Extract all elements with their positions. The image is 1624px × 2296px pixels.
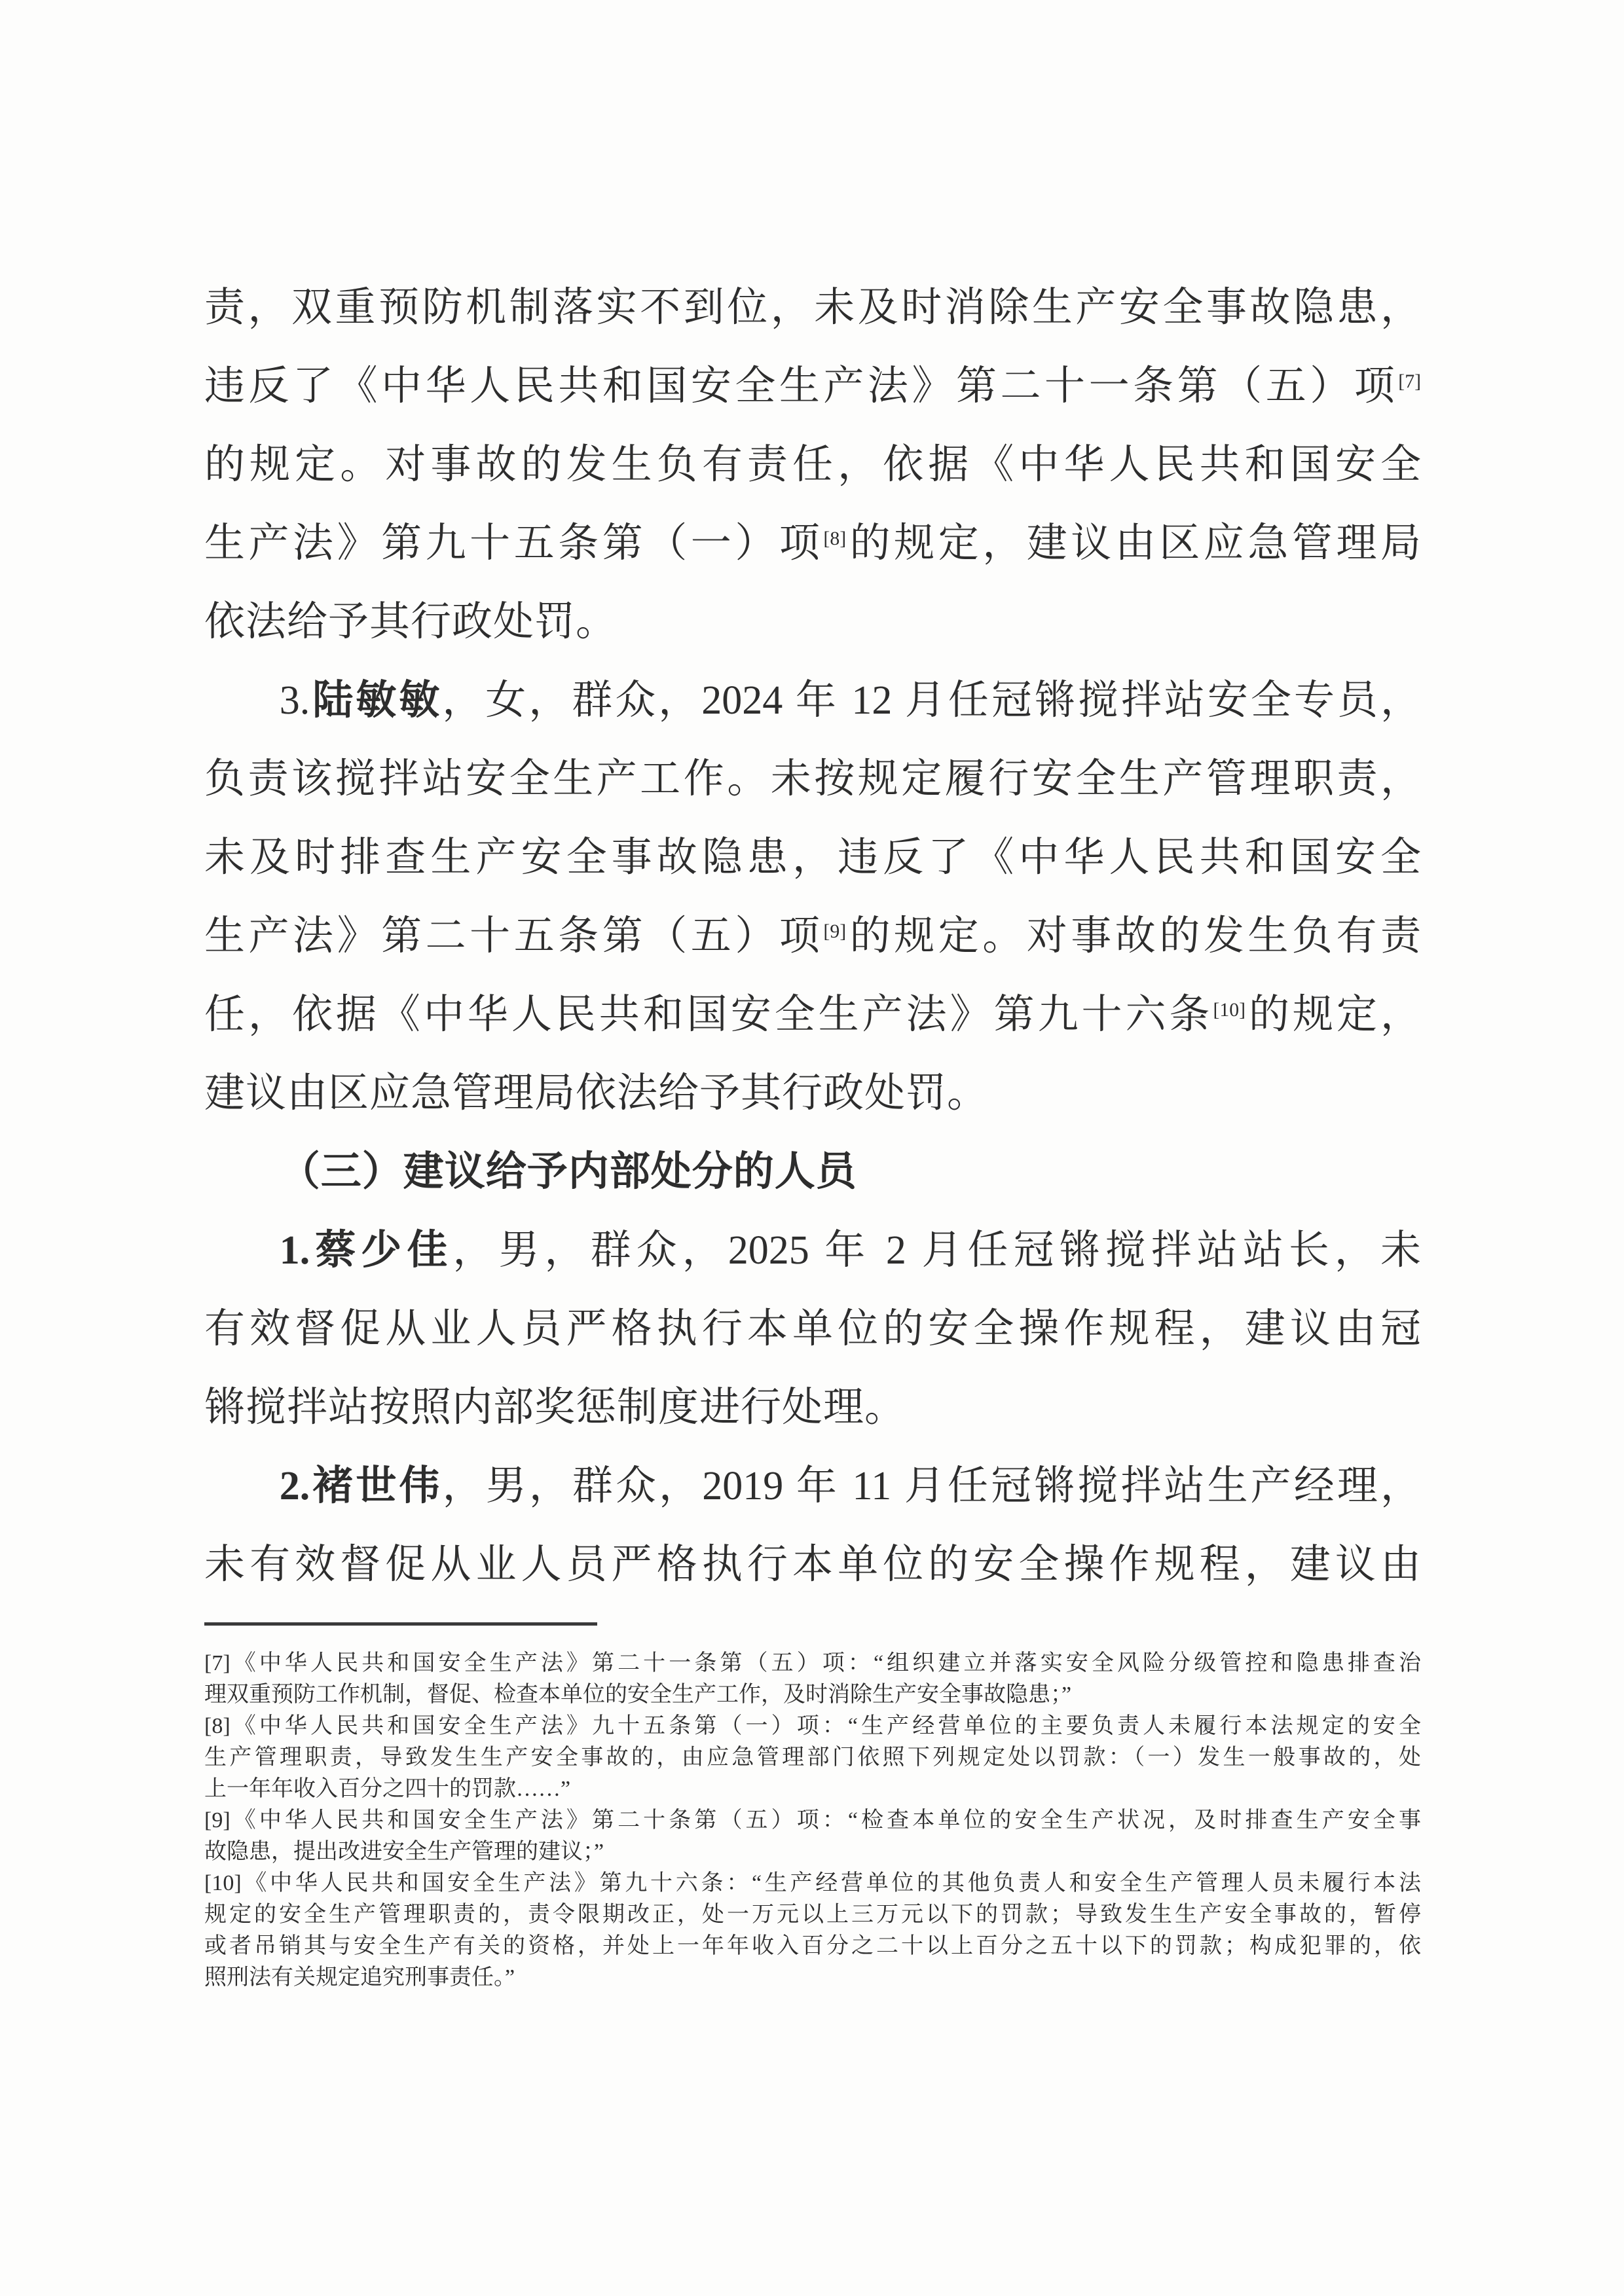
text-segment: [9]《中华人民共和国安全生产法》第二十条第（五）项：“检查本单位的安全生产状况，及时排查生产安全事 [204, 1808, 1421, 1832]
text-segment: 的规定。对事故的发生负有责任，依据《中华人民共和国安全 [204, 443, 1421, 487]
body-line [204, 268, 1421, 347]
body-line [204, 1133, 1421, 1211]
bold-text-segment: 2. [279, 1464, 310, 1508]
text-segment: 照刑法有关规定追究刑事责任。” [204, 1965, 515, 1990]
text-segment: 或者吊销其与安全生产有关的资格，并处上一年年收入百分之二十以上百分之五十以下的罚款；构成犯罪的，依 [204, 1934, 1421, 1958]
text-segment: ，男，群众，2025 年 2 月任冠锵搅拌站站长，未 [452, 1228, 1421, 1273]
text-segment: 上一年年收入百分之四十的罚款……” [204, 1777, 571, 1801]
footnote-ref-superscript: [7] [1398, 371, 1421, 392]
footnote-ref-superscript: [10] [1213, 999, 1246, 1021]
text-segment: ，男，群众，2019 年 11 月任冠锵搅拌站生产经理， [442, 1464, 1421, 1508]
footnote-line [204, 1836, 1421, 1868]
body-line [204, 504, 1421, 583]
text-segment: 规定的安全生产管理职责的，责令限期改正，处一万元以上三万元以下的罚款；导致发生生产安全事故的，暂停 [204, 1903, 1421, 1927]
text-segment: 未有效督促从业人员严格执行本单位的安全操作规程，建议由 [204, 1542, 1421, 1587]
text-segment: [10]《中华人民共和国安全生产法》第九十六条：“生产经营单位的其他负责人和安全生产管理人员未履行本法 [204, 1871, 1421, 1895]
body-line [204, 1447, 1421, 1525]
bold-text-segment: 陆敏敏 [310, 678, 443, 723]
body-line [204, 1054, 1421, 1133]
body-line [204, 1368, 1421, 1447]
text-segment: 生产法》第九十五条第（一）项 [204, 521, 824, 566]
text-segment: 的规定， [1246, 993, 1421, 1037]
footnote-line [204, 1742, 1421, 1774]
text-segment: 生产管理职责，导致发生生产安全事故的，由应急管理部门依照下列规定处以罚款：（一）发生一般事故的，处 [204, 1745, 1421, 1770]
body-text [204, 268, 1421, 1604]
footnote-line [204, 1648, 1421, 1679]
body-line [204, 818, 1421, 897]
footnote-ref-superscript: [8] [823, 528, 847, 549]
bold-text-segment: 蔡少佳 [310, 1228, 453, 1273]
text-segment: 未及时排查生产安全事故隐患，违反了《中华人民共和国安全 [204, 835, 1421, 880]
text-segment: 建议由区应急管理局依法给予其行政处罚。 [204, 1071, 989, 1116]
text-segment: [7]《中华人民共和国安全生产法》第二十一条第（五）项：“组织建立并落实安全风险分级管控和隐患排查治 [204, 1651, 1421, 1675]
footnote-line [204, 1868, 1421, 1899]
bold-text-segment: 1. [279, 1228, 310, 1273]
body-line [204, 975, 1421, 1054]
text-segment: 责，双重预防机制落实不到位，未及时消除生产安全事故隐患， [204, 285, 1421, 330]
text-segment: 负责该搅拌站安全生产工作。未按规定履行安全生产管理职责， [204, 757, 1421, 801]
text-segment: 违反了《中华人民共和国安全生产法》第二十一条第（五）项 [204, 364, 1399, 409]
body-line [204, 897, 1421, 975]
body-line [204, 1525, 1421, 1604]
footnotes [204, 1648, 1421, 1994]
text-segment: [8]《中华人民共和国安全生产法》九十五条第（一）项：“生产经营单位的主要负责人未履行本法规定的安全 [204, 1714, 1421, 1738]
body-line [204, 347, 1421, 426]
body-line [204, 426, 1421, 504]
text-segment: 依法给予其行政处罚。 [204, 600, 618, 644]
body-line [204, 740, 1421, 818]
body-line [204, 1211, 1421, 1290]
text-segment: 任，依据《中华人民共和国安全生产法》第九十六条 [204, 993, 1213, 1037]
text-segment: 3. [279, 678, 310, 723]
footnote-line [204, 1711, 1421, 1742]
bold-text-segment: 褚世伟 [310, 1464, 443, 1508]
footnote-line [204, 1962, 1421, 1994]
page-content [204, 268, 1421, 1994]
body-line [204, 661, 1421, 740]
footnote-line [204, 1774, 1421, 1805]
text-segment: 的规定。对事故的发生负有责 [846, 914, 1421, 958]
bold-text-segment: （三）建议给予内部处分的人员 [279, 1150, 857, 1194]
footnote-line [204, 1805, 1421, 1836]
text-segment: 有效督促从业人员严格执行本单位的安全操作规程，建议由冠 [204, 1307, 1421, 1351]
body-line [204, 1290, 1421, 1368]
text-segment: 锵搅拌站按照内部奖惩制度进行处理。 [204, 1385, 906, 1430]
footnote-separator-rule [204, 1622, 597, 1626]
footnote-line [204, 1931, 1421, 1962]
text-segment: 故隐患，提出改进安全生产管理的建议；” [204, 1840, 604, 1864]
body-line [204, 583, 1421, 661]
footnote-line [204, 1679, 1421, 1711]
text-segment: 生产法》第二十五条第（五）项 [204, 914, 824, 958]
text-segment: ，女，群众，2024 年 12 月任冠锵搅拌站安全专员， [442, 678, 1421, 723]
text-segment: 理双重预防工作机制，督促、检查本单位的安全生产工作，及时消除生产安全事故隐患；” [204, 1683, 1072, 1707]
footnote-line [204, 1899, 1421, 1931]
footnote-ref-superscript: [9] [823, 920, 847, 942]
text-segment: 的规定，建议由区应急管理局 [846, 521, 1421, 566]
